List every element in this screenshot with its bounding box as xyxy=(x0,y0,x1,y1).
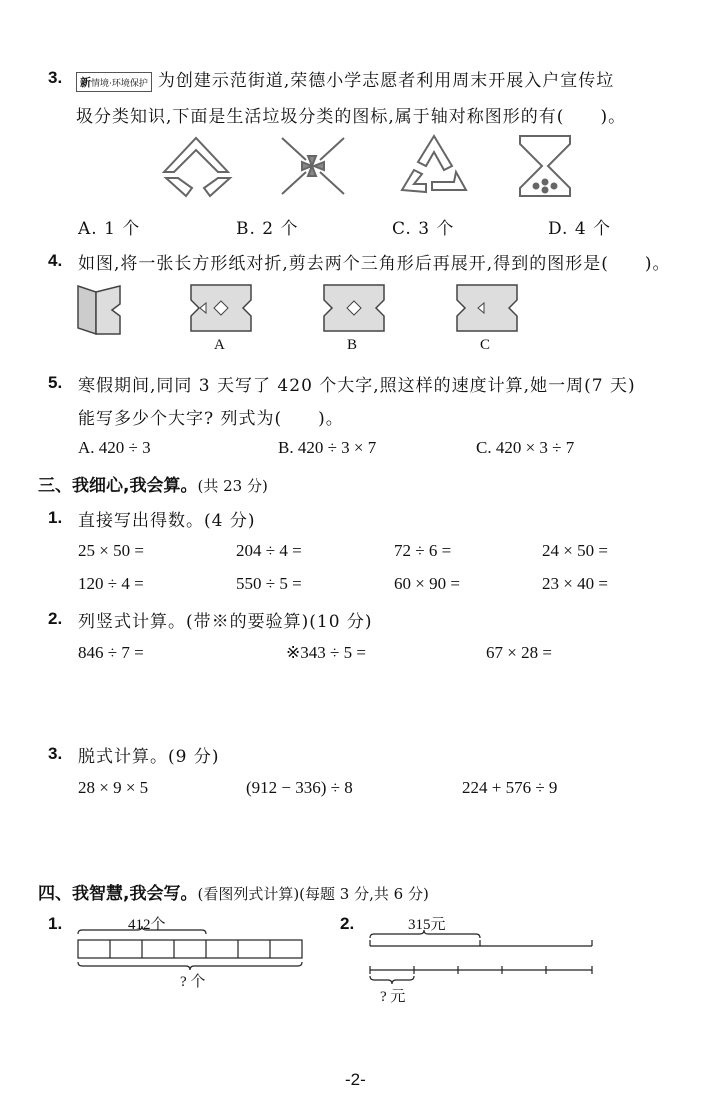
calc-item: 28 × 9 × 5 xyxy=(78,778,149,797)
option-b[interactable]: B. 420 ÷ 3 × 7 xyxy=(278,438,377,457)
option-a[interactable]: A. 420 ÷ 3 xyxy=(78,438,151,457)
question-number: 1. xyxy=(48,508,63,527)
calc-item: 204 ÷ 4 = xyxy=(236,541,302,560)
recycle-triangle-icon xyxy=(398,132,470,200)
bar-bottom-label: ? 个 xyxy=(180,974,206,990)
calc-item: 120 ÷ 4 = xyxy=(78,574,144,593)
option-a-label: A xyxy=(214,337,225,353)
question-text: 脱式计算。(9 分) xyxy=(78,747,220,767)
option-c-label: C xyxy=(480,337,491,353)
calc-item: ※343 ÷ 5 = xyxy=(286,643,366,662)
calc-item: 72 ÷ 6 = xyxy=(394,541,452,560)
question-text: 列竖式计算。(带※的要验算)(10 分) xyxy=(78,612,373,632)
bar-bottom-label: ? 元 xyxy=(380,989,406,1005)
calc-item: 25 × 50 = xyxy=(78,541,144,560)
question-number: 3. xyxy=(48,744,63,763)
line-segment-diagram xyxy=(370,930,594,986)
option-c[interactable]: C. 420 × 3 ÷ 7 xyxy=(476,438,575,457)
question-text: 新情境·环境保护 为创建示范街道,荣德小学志愿者利用周末开展入户宣传垃 xyxy=(76,66,614,92)
calc-item: 23 × 40 = xyxy=(542,574,608,593)
calc-item: 224 + 576 ÷ 9 xyxy=(462,778,558,797)
calc-item: 550 ÷ 5 = xyxy=(236,574,302,593)
recyclable-waste-icon xyxy=(158,132,238,202)
hazardous-waste-icon xyxy=(278,132,348,202)
question-text-cont: 能写多少个大字? 列式为( )。 xyxy=(78,409,344,429)
question-text: 寒假期间,同同 3 天写了 420 个大字,照这样的速度计算,她一周(7 天) xyxy=(78,376,636,396)
page-number: -2- xyxy=(345,1070,366,1089)
section-title: 四、我智慧,我会写。(看图列式计算)(每题 3 分,共 6 分) xyxy=(38,884,429,904)
question-number: 2. xyxy=(48,609,63,628)
section-title: 三、我细心,我会算。(共 23 分) xyxy=(38,476,268,496)
option-a-figure[interactable] xyxy=(190,284,252,332)
question-text-cont: 圾分类知识,下面是生活垃圾分类的图标,属于轴对称图形的有( )。 xyxy=(76,107,627,127)
option-b-figure[interactable] xyxy=(323,284,385,332)
other-waste-icon xyxy=(518,132,572,200)
bar-top-label: 315元 xyxy=(408,917,446,933)
calc-item: 60 × 90 = xyxy=(394,574,460,593)
calc-item: 67 × 28 = xyxy=(486,643,552,662)
folded-paper-figure xyxy=(76,284,122,336)
question-number: 1. xyxy=(48,914,63,933)
bar-top-label: 412个 xyxy=(128,917,166,933)
option-d[interactable]: D. 4 个 xyxy=(548,219,612,239)
calc-item: 846 ÷ 7 = xyxy=(78,643,144,662)
context-tag: 新情境·环境保护 xyxy=(76,72,152,92)
option-b[interactable]: B. 2 个 xyxy=(236,219,299,239)
option-c[interactable]: C. 3 个 xyxy=(392,219,455,239)
question-number: 4. xyxy=(48,251,63,270)
option-a[interactable]: A. 1 个 xyxy=(78,219,141,239)
question-text: 直接写出得数。(4 分) xyxy=(78,511,256,531)
calc-item: 24 × 50 = xyxy=(542,541,608,560)
option-c-figure[interactable] xyxy=(456,284,518,332)
option-b-label: B xyxy=(347,337,358,353)
question-number: 3. xyxy=(48,68,63,87)
calc-item: (912 − 336) ÷ 8 xyxy=(246,778,353,797)
question-number: 5. xyxy=(48,373,63,392)
segment-bar-diagram xyxy=(78,930,304,972)
question-number: 2. xyxy=(340,914,355,933)
question-text: 如图,将一张长方形纸对折,剪去两个三角形后再展开,得到的图形是( )。 xyxy=(78,254,671,274)
